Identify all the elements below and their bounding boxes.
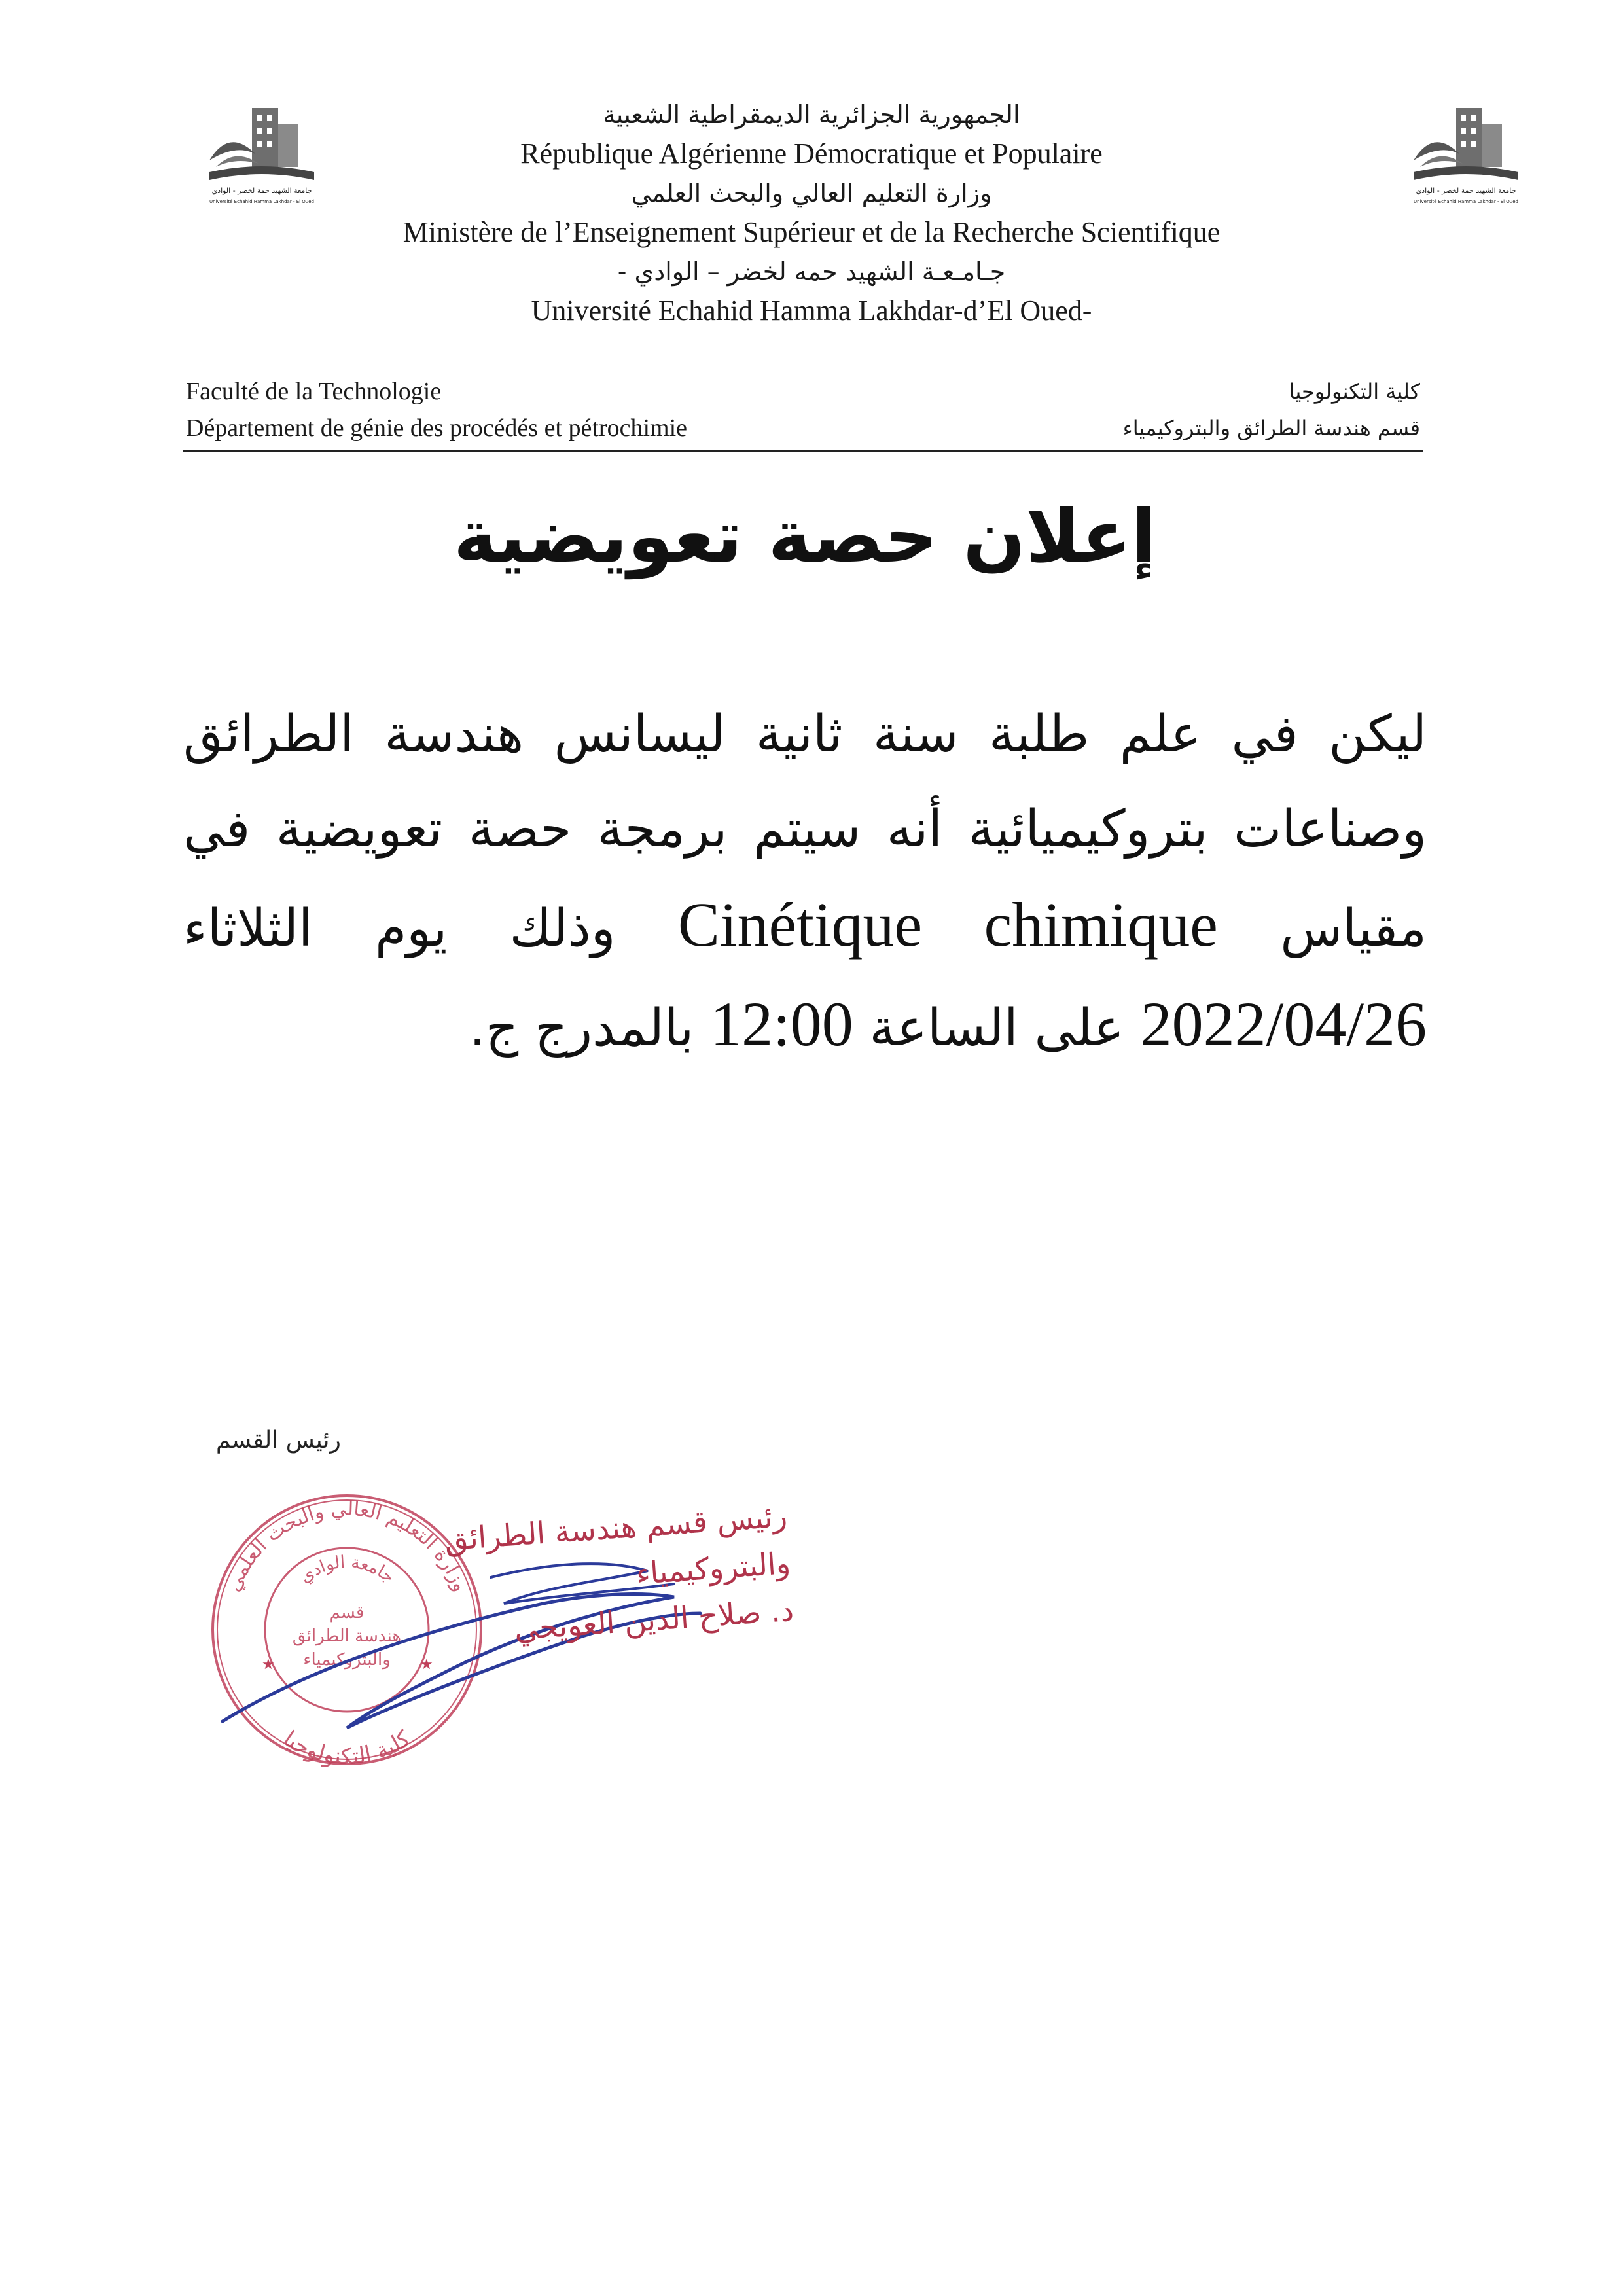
body-text-part2: وذلك يوم الثلاثاء (183, 899, 616, 958)
letterhead (288, 95, 1335, 331)
signature-line3: د. صلاح الدين العويجي (513, 1592, 795, 1647)
logo-right-subcaption: Université Echahid Hamma Lakhdar - El Oued (1413, 199, 1519, 204)
department-name-ar: قسم هندسة الطرائق والبتروكيمياء (1122, 416, 1420, 440)
header-university-ar: جـامـعـة الشهيد حمه لخضر – الوادي - (617, 257, 1006, 286)
signature-line1: رئيس قسم هندسة الطرائق (443, 1498, 789, 1558)
stamp-star-icon: ★ (262, 1657, 275, 1673)
stamp-outer-top-text: وزارة التعليم العالي والبحث العلمي (221, 1497, 473, 1595)
faculty-name-fr: Faculté de la Technologie (186, 378, 442, 405)
svg-text:جامعة الوادي (296, 1552, 398, 1587)
logo-right-caption: جامعة الشهيد حمة لخضر - الوادي (1416, 187, 1516, 195)
faculty-block-fr (186, 373, 687, 446)
faculty-block-ar (1123, 373, 1420, 446)
stamp-center-line2: هندسة الطرائق (292, 1626, 402, 1646)
university-logo-icon (1400, 95, 1531, 226)
university-logo-right (1400, 95, 1531, 226)
signature-stamp-text (419, 1492, 795, 1659)
stamp-center-line1: قسم (329, 1603, 365, 1623)
session-date: 2022/04/26 (1140, 989, 1427, 1059)
session-time: 12:00 (710, 989, 853, 1059)
svg-text:كلية التكنولوجيا (278, 1725, 416, 1770)
body-text-part3: على الساعة (869, 999, 1124, 1058)
header-ministry-fr: Ministère de l’Enseignement Supérieur et de la Recherche Scientifique (402, 216, 1221, 248)
module-name: Cinétique chimique (677, 889, 1218, 960)
stamp-star-icon: ★ (420, 1657, 433, 1673)
department-name-fr: Département de génie des procédés et pétrochimie (186, 414, 687, 442)
header-university-fr: Université Echahid Hamma Lakhdar-d’El Oued- (531, 295, 1092, 327)
header-republic-ar: الجمهورية الجزائرية الديمقراطية الشعبية (603, 100, 1020, 129)
announcement-title: إعلان حصة تعويضية (453, 494, 1157, 579)
stamp-center-line3: والبتروكيمياء (303, 1650, 391, 1670)
logo-left-caption: جامعة الشهيد حمة لخضر - الوادي (211, 187, 312, 195)
header-divider (183, 450, 1423, 452)
announcement-body (183, 687, 1427, 1076)
stamp-inner-top-text: جامعة الوادي (295, 1552, 399, 1588)
header-ministry-ar: وزارة التعليم العالي والبحث العلمي (631, 179, 992, 207)
stamp-outer-bottom-text: كلية التكنولوجيا (278, 1725, 416, 1770)
signature-line2: والبتروكيمياء (634, 1545, 792, 1592)
header-republic-fr: République Algérienne Démocratique et Populaire (520, 137, 1103, 170)
body-text-part1: ليكن في علم طلبة سنة ثانية ليسانس هندسة الطرائق وصناعات بتروكيميائية أنه سيتم برمجة حصة تعويضية في مقياس (183, 705, 1427, 958)
body-text-part4: بالمدرج ج. (469, 999, 694, 1058)
department-head-label: رئيس القسم (216, 1427, 341, 1454)
faculty-name-ar: كلية التكنولوجيا (1289, 379, 1420, 404)
logo-left-subcaption: Université Echahid Hamma Lakhdar - El Oued (209, 199, 315, 204)
